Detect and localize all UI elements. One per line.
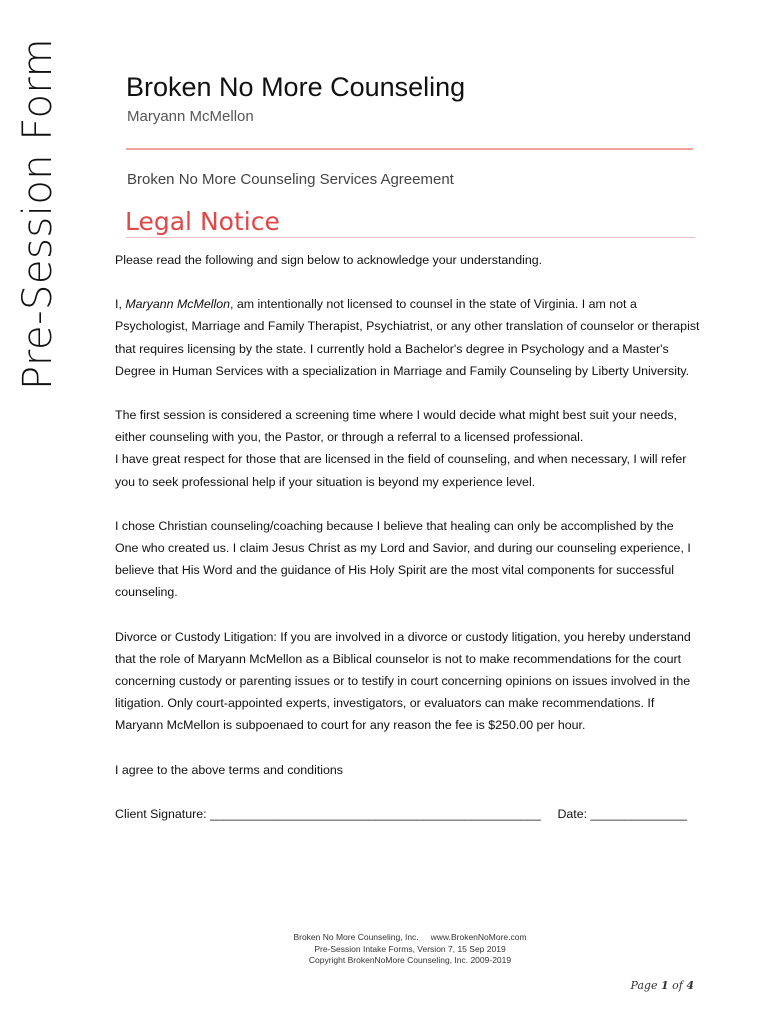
client-signature-field[interactable]: Client Signature: ________________________________________________: [115, 806, 541, 821]
document-body: [115, 249, 700, 825]
page-current: 1: [660, 979, 669, 992]
section-heading-legal-notice: Legal Notice: [125, 207, 280, 236]
header-divider: [126, 148, 693, 150]
organization-title: Broken No More Counseling: [126, 72, 466, 102]
signature-row: [115, 803, 687, 825]
paragraph-licensing-text: , am intentionally not licensed to counsel in the state of Virginia. I am not a Psychologist, Marriage and Family Therapist, Psychiatrist, or any other translation of counselor or therapist that requires licensing by the state. I currently hold a Bachelor's degree in Psychology and a Master's Degree in Human Services with a specialization in Marriage and Family Counseling by Liberty University.: [115, 297, 700, 378]
page-of-label: of: [672, 979, 683, 992]
counselor-name-inline: Maryann McMellon: [125, 297, 230, 312]
page-number: [630, 979, 694, 992]
page-total: 4: [686, 979, 694, 992]
paragraph-licensing: [115, 293, 700, 382]
page-footer: [260, 932, 560, 967]
agreement-title: Broken No More Counseling Services Agreement: [127, 171, 454, 188]
section-divider: [126, 237, 695, 238]
agreement-statement: I agree to the above terms and conditions: [115, 762, 343, 777]
paragraph-first-session: The first session is considered a screening time where I would decide what might best suit your needs, either counseling with you, the Pastor, or through a referral to a licensed professional.: [115, 408, 677, 445]
footer-company-line: [260, 932, 560, 944]
paragraph-litigation: Divorce or Custody Litigation: If you are involved in a divorce or custody litigation, you hereby understand that the role of Maryann McMellon as a Biblical counselor is not to make recommendations for the court concerning custody or parenting issues or to testify in court concerning opinions on issues involved in the litigation. Only court-appointed experts, investigators, or evaluators can make recommendations. If Maryann McMellon is subpoenaed to court for any reason the fee is $250.00 per hour.: [115, 629, 691, 733]
paragraph-licensing-prefix: I,: [115, 297, 126, 312]
paragraph-christian-counseling: I chose Christian counseling/coaching because I believe that healing can only be accomplished by the One who created us. I claim Jesus Christ as my Lord and Savior, and during our counseling experience, I believe that His Word and the guidance of His Holy Spirit are the most vital components for successful counseling.: [115, 518, 691, 600]
footer-copyright: Copyright BrokenNoMore Counseling, Inc. 2009-2019: [308, 955, 512, 965]
counselor-name: Maryann McMellon: [127, 108, 254, 125]
date-field[interactable]: Date: ______________: [557, 806, 687, 821]
page-label: Page: [630, 979, 658, 992]
paragraph-referral: I have great respect for those that are licensed in the field of counseling, and when necessary, I will refer you to seek professional help if your situation is beyond my experience level.: [115, 452, 687, 489]
instruction-text: Please read the following and sign below to acknowledge your understanding.: [115, 253, 543, 267]
footer-website: www.BrokenNoMore.com: [430, 932, 527, 942]
form-type-vertical-title: Pre-Session Form: [15, 37, 61, 390]
footer-company: Broken No More Counseling, Inc.: [293, 932, 419, 942]
footer-version: Pre-Session Intake Forms, Version 7, 15 Sep 2019: [314, 943, 506, 954]
